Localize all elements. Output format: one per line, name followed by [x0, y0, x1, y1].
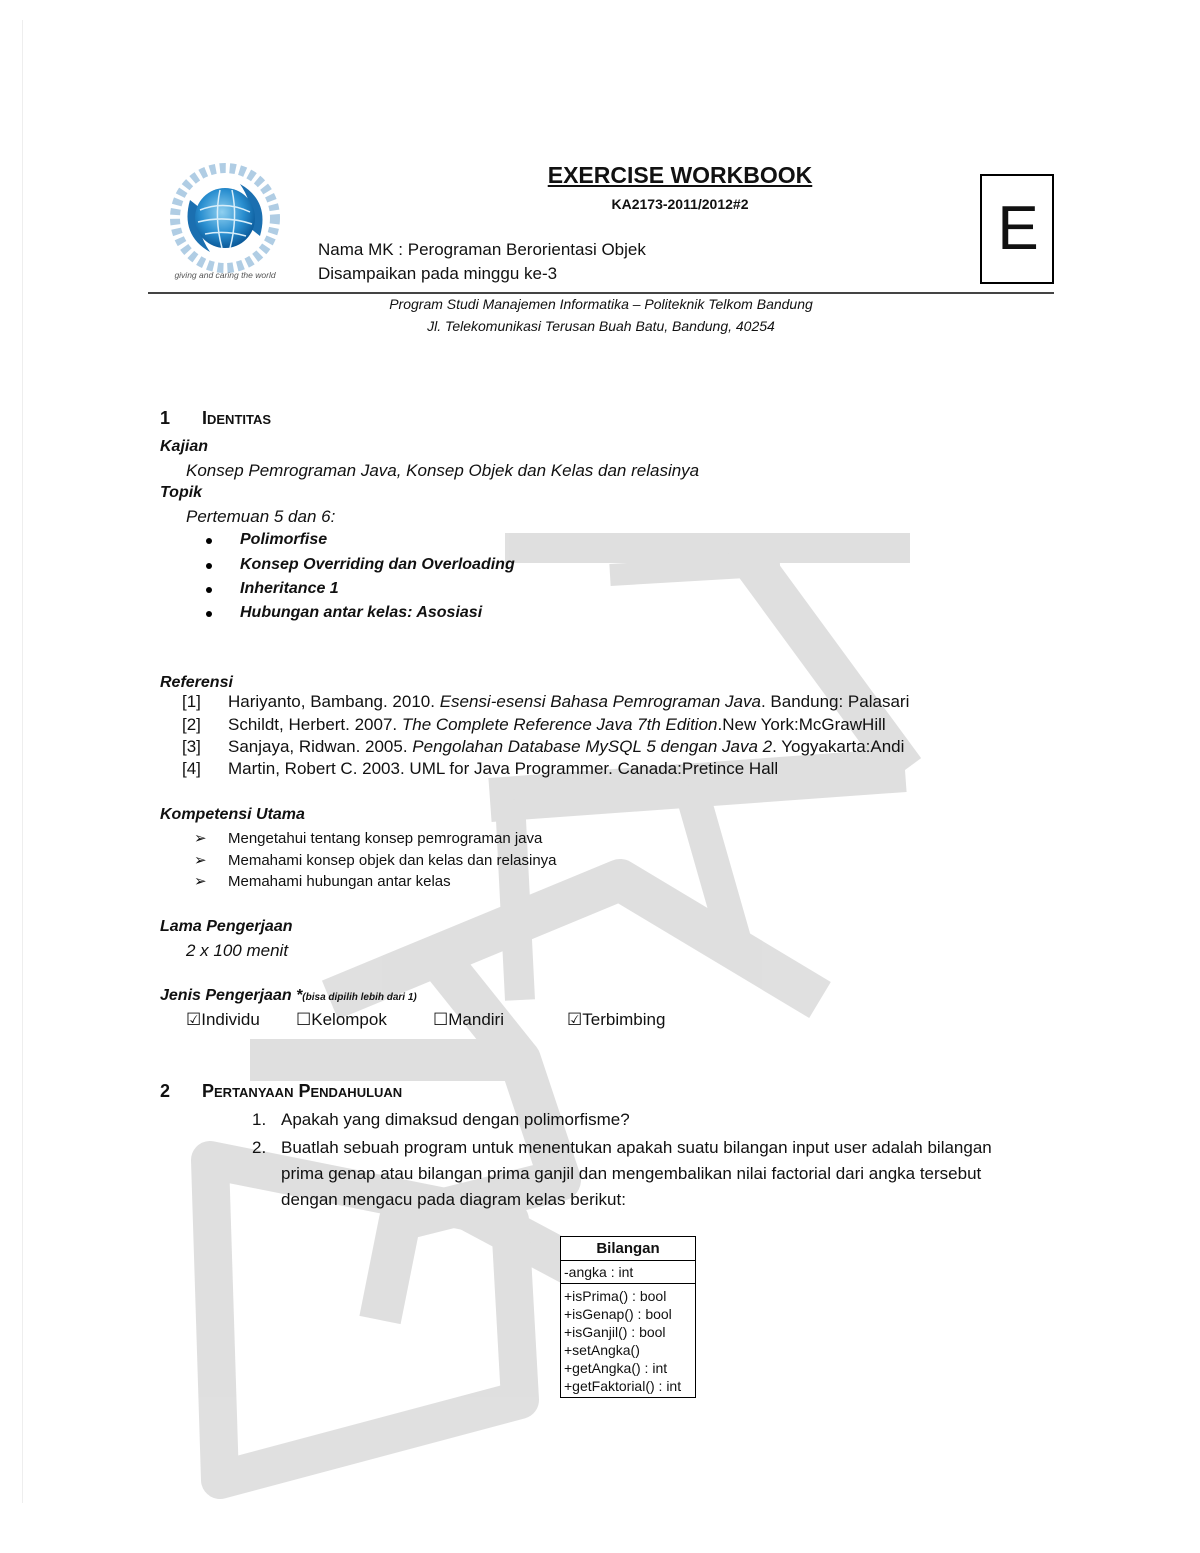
question-text: Buatlah sebuah program untuk menentukan apakah suatu bilangan input user adalah bilangan	[281, 1138, 992, 1157]
arrow-bullet-icon: ➢	[194, 852, 207, 869]
course-code: KA2173-2011/2012#2	[611, 196, 749, 212]
lama-label: Lama Pengerjaan	[160, 918, 293, 935]
uml-methods	[561, 1284, 695, 1397]
telkom-polytechnic-logo-icon	[160, 160, 290, 285]
section-1-number: 1	[160, 408, 171, 428]
checked-box-icon: ☑	[567, 1010, 583, 1029]
arrow-bullet-icon: ➢	[194, 830, 207, 847]
workbook-title: EXERCISE WORKBOOK	[547, 162, 813, 188]
reference-number: [2]	[182, 715, 201, 734]
section-1-title: Identitas	[202, 408, 272, 428]
reference-entry: Martin, Robert C. 2003. UML for Java Programmer. Canada:Pretince Hall	[228, 759, 779, 778]
option-kelompok[interactable]: ☐Kelompok	[296, 1010, 387, 1029]
question-number: 1.	[252, 1110, 267, 1129]
bullet-dot	[206, 587, 212, 593]
referensi-label: Referensi	[160, 674, 233, 691]
reference-number: [1]	[182, 692, 201, 711]
program-studi: Program Studi Manajemen Informatika – Politeknik Telkom Bandung	[389, 296, 813, 312]
kompetensi-item: Memahami konsep objek dan kelas dan relasinya	[228, 852, 557, 869]
question-text: prima genap atau bilangan prima ganjil dan mengembalikan nilai factorial dari angka tersebut	[281, 1164, 982, 1183]
uml-method: +isGenap() : bool	[564, 1306, 672, 1322]
topik-item: Polimorfise	[240, 531, 328, 548]
reference-entry: Schildt, Herbert. 2007. The Complete Reference Java 7th Edition.New York:McGrawHill	[228, 715, 886, 734]
kajian-text: Konsep Pemrograman Java, Konsep Objek dan Kelas dan relasinya	[186, 461, 700, 480]
bullet-dot	[206, 611, 212, 617]
topik-intro: Pertemuan 5 dan 6:	[186, 507, 336, 526]
uml-method: +setAngka()	[564, 1342, 640, 1358]
reference-number: [4]	[182, 759, 201, 778]
header-divider	[148, 292, 1054, 294]
bullet-dot	[206, 563, 212, 569]
uml-class-name: Bilangan	[561, 1237, 695, 1261]
badge-right-border	[1052, 174, 1054, 284]
uml-method: +getFaktorial() : int	[564, 1378, 682, 1394]
option-terbimbing[interactable]: ☑Terbimbing	[567, 1010, 666, 1029]
section-2-title: Pertanyaan Pendahuluan	[202, 1081, 403, 1101]
bullet-dot	[206, 538, 212, 544]
empty-box-icon: ☐	[433, 1010, 449, 1029]
question-text: dengan mengacu pada diagram kelas berikut:	[281, 1190, 626, 1209]
reference-entry: Sanjaya, Ridwan. 2005. Pengolahan Database MySQL 5 dengan Java 2. Yogyakarta:Andi	[228, 737, 905, 756]
option-individu[interactable]: ☑Individu	[186, 1010, 260, 1029]
reference-number: [3]	[182, 737, 201, 756]
kompetensi-item: Memahami hubungan antar kelas	[228, 873, 451, 890]
lama-value: 2 x 100 menit	[186, 941, 289, 960]
logo-tagline: giving and caring the world	[174, 270, 276, 280]
topik-item: Hubungan antar kelas: Asosiasi	[240, 604, 483, 621]
option-mandiri[interactable]: ☐Mandiri	[433, 1010, 504, 1029]
question-text: Apakah yang dimaksud dengan polimorfisme?	[281, 1110, 630, 1129]
address: Jl. Telekomunikasi Terusan Buah Batu, Bandung, 40254	[427, 318, 775, 334]
kajian-label: Kajian	[160, 438, 209, 455]
arrow-bullet-icon: ➢	[194, 873, 207, 890]
uml-method: +getAngka() : int	[564, 1360, 668, 1376]
page-edge	[22, 20, 23, 1503]
topik-item: Konsep Overriding dan Overloading	[240, 556, 515, 573]
section-2-number: 2	[160, 1081, 171, 1101]
jenis-heading: Jenis Pengerjaan *(bisa dipilih lebih dari 1)	[160, 987, 417, 1004]
topik-item: Inheritance 1	[240, 580, 339, 597]
topik-label: Topik	[160, 484, 203, 501]
uml-method: +isPrima() : bool	[564, 1288, 667, 1304]
empty-box-icon: ☐	[296, 1010, 312, 1029]
level-badge: E	[980, 174, 1054, 284]
uml-attribute: -angka : int	[561, 1261, 695, 1284]
course-name: Nama MK : Perograman Berorientasi Objek	[318, 240, 646, 259]
delivery-week: Disampaikan pada minggu ke-3	[318, 264, 558, 283]
uml-method: +isGanjil() : bool	[564, 1324, 666, 1340]
reference-entry: Hariyanto, Bambang. 2010. Esensi-esensi Bahasa Pemrograman Java. Bandung: Palasari	[228, 692, 910, 711]
uml-class-diagram	[560, 1236, 696, 1398]
checked-box-icon: ☑	[186, 1010, 202, 1029]
question-number: 2.	[252, 1138, 267, 1157]
kompetensi-label: Kompetensi Utama	[160, 806, 305, 823]
kompetensi-item: Mengetahui tentang konsep pemrograman java	[228, 830, 543, 847]
